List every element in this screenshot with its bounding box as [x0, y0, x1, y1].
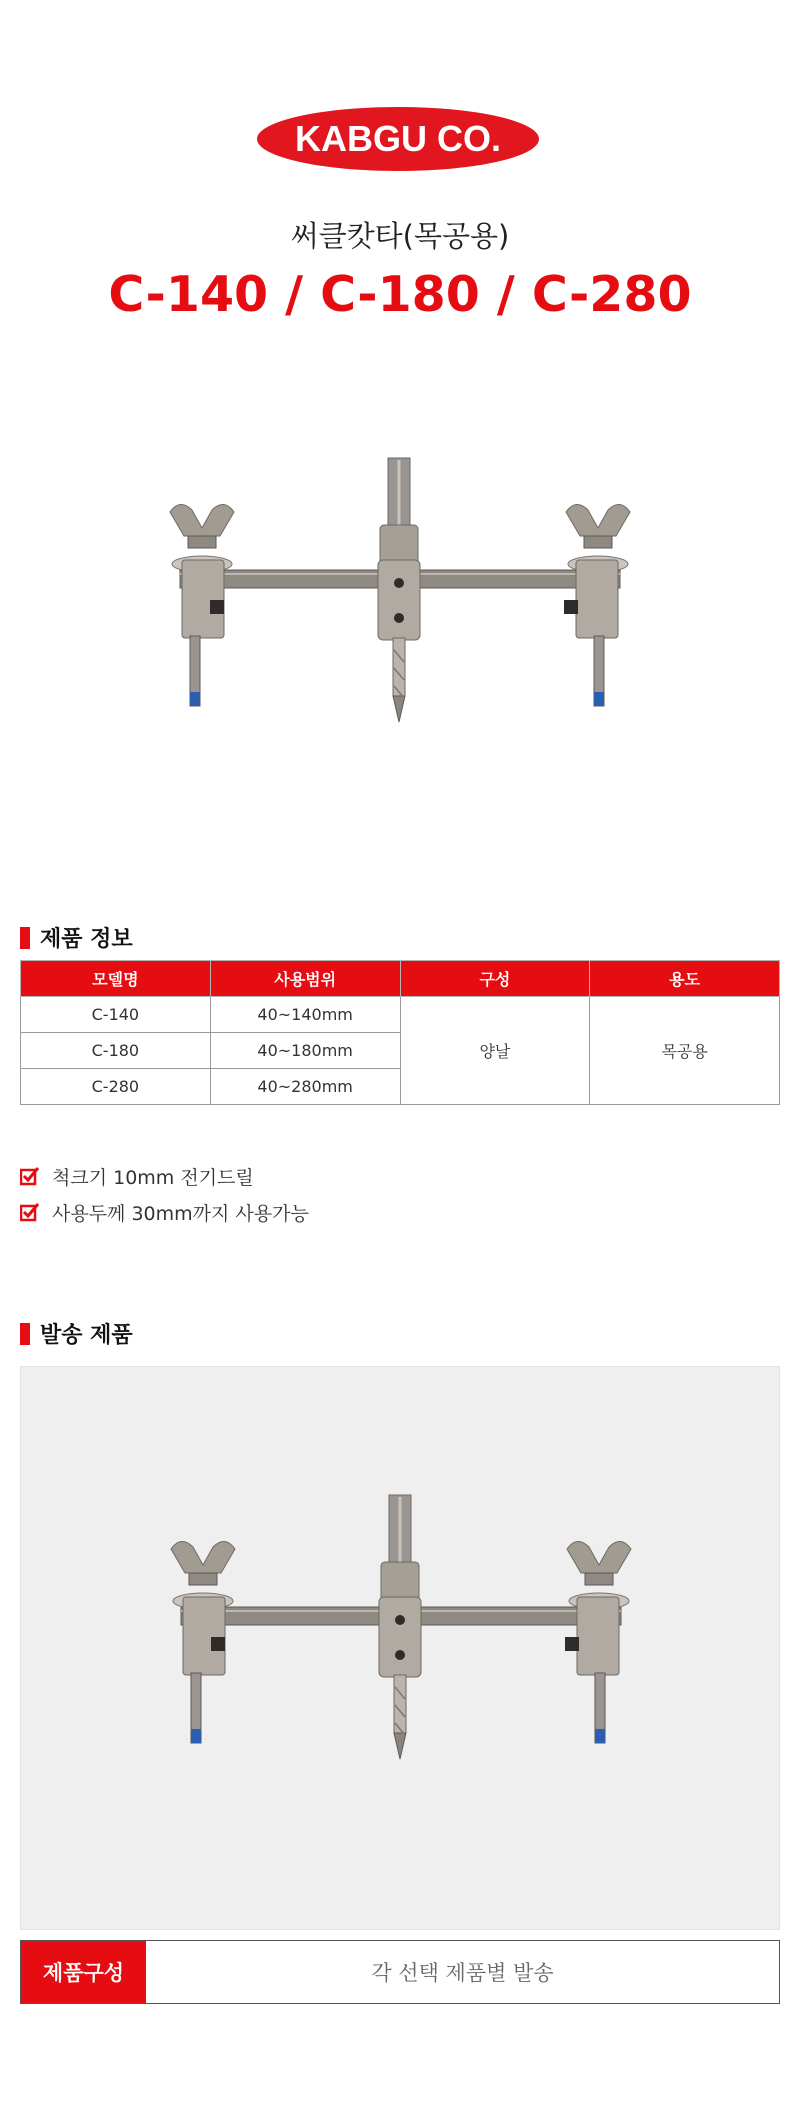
header-range: 사용범위 [210, 961, 400, 997]
model-cell: C-280 [21, 1069, 211, 1105]
product-info-heading: 제품 정보 [20, 922, 133, 953]
composition-label: 제품구성 [21, 1941, 146, 2003]
red-bar-marker [20, 927, 30, 949]
composition-cell: 양날 [400, 997, 590, 1105]
product-subtitle: 써클캇타(목공용) [290, 219, 510, 253]
shipped-product-image [20, 1366, 780, 1930]
header-model: 모델명 [21, 961, 211, 997]
model-cell: C-140 [21, 997, 211, 1033]
circle-cutter-product-image [151, 1477, 651, 1817]
product-composition [20, 1940, 780, 2004]
table-header-row [21, 961, 780, 997]
circle-cutter-product-image [150, 440, 650, 780]
range-cell: 40~280mm [210, 1069, 400, 1105]
product-models-title: C-140 / C-180 / C-280 [108, 266, 692, 323]
header-usage: 용도 [590, 961, 780, 997]
composition-value: 각 선택 제품별 발송 [371, 1961, 554, 1985]
red-bar-marker [20, 1323, 30, 1345]
header-composition: 구성 [400, 961, 590, 997]
shipping-heading: 발송 제품 [20, 1318, 133, 1349]
logo-text: KABGU CO. [295, 118, 501, 159]
list-item: 사용두께 30mm까지 사용가능 [20, 1194, 309, 1230]
spec-table [20, 960, 780, 1105]
table-row [21, 997, 780, 1033]
range-cell: 40~180mm [210, 1033, 400, 1069]
kabgu-logo [256, 106, 540, 172]
usage-cell: 목공용 [590, 997, 780, 1105]
feature-notes [20, 1158, 309, 1230]
range-cell: 40~140mm [210, 997, 400, 1033]
model-cell: C-180 [21, 1033, 211, 1069]
list-item: 척크기 10mm 전기드릴 [20, 1158, 309, 1194]
checkbox-check-icon [20, 1166, 40, 1186]
checkbox-check-icon [20, 1202, 40, 1222]
